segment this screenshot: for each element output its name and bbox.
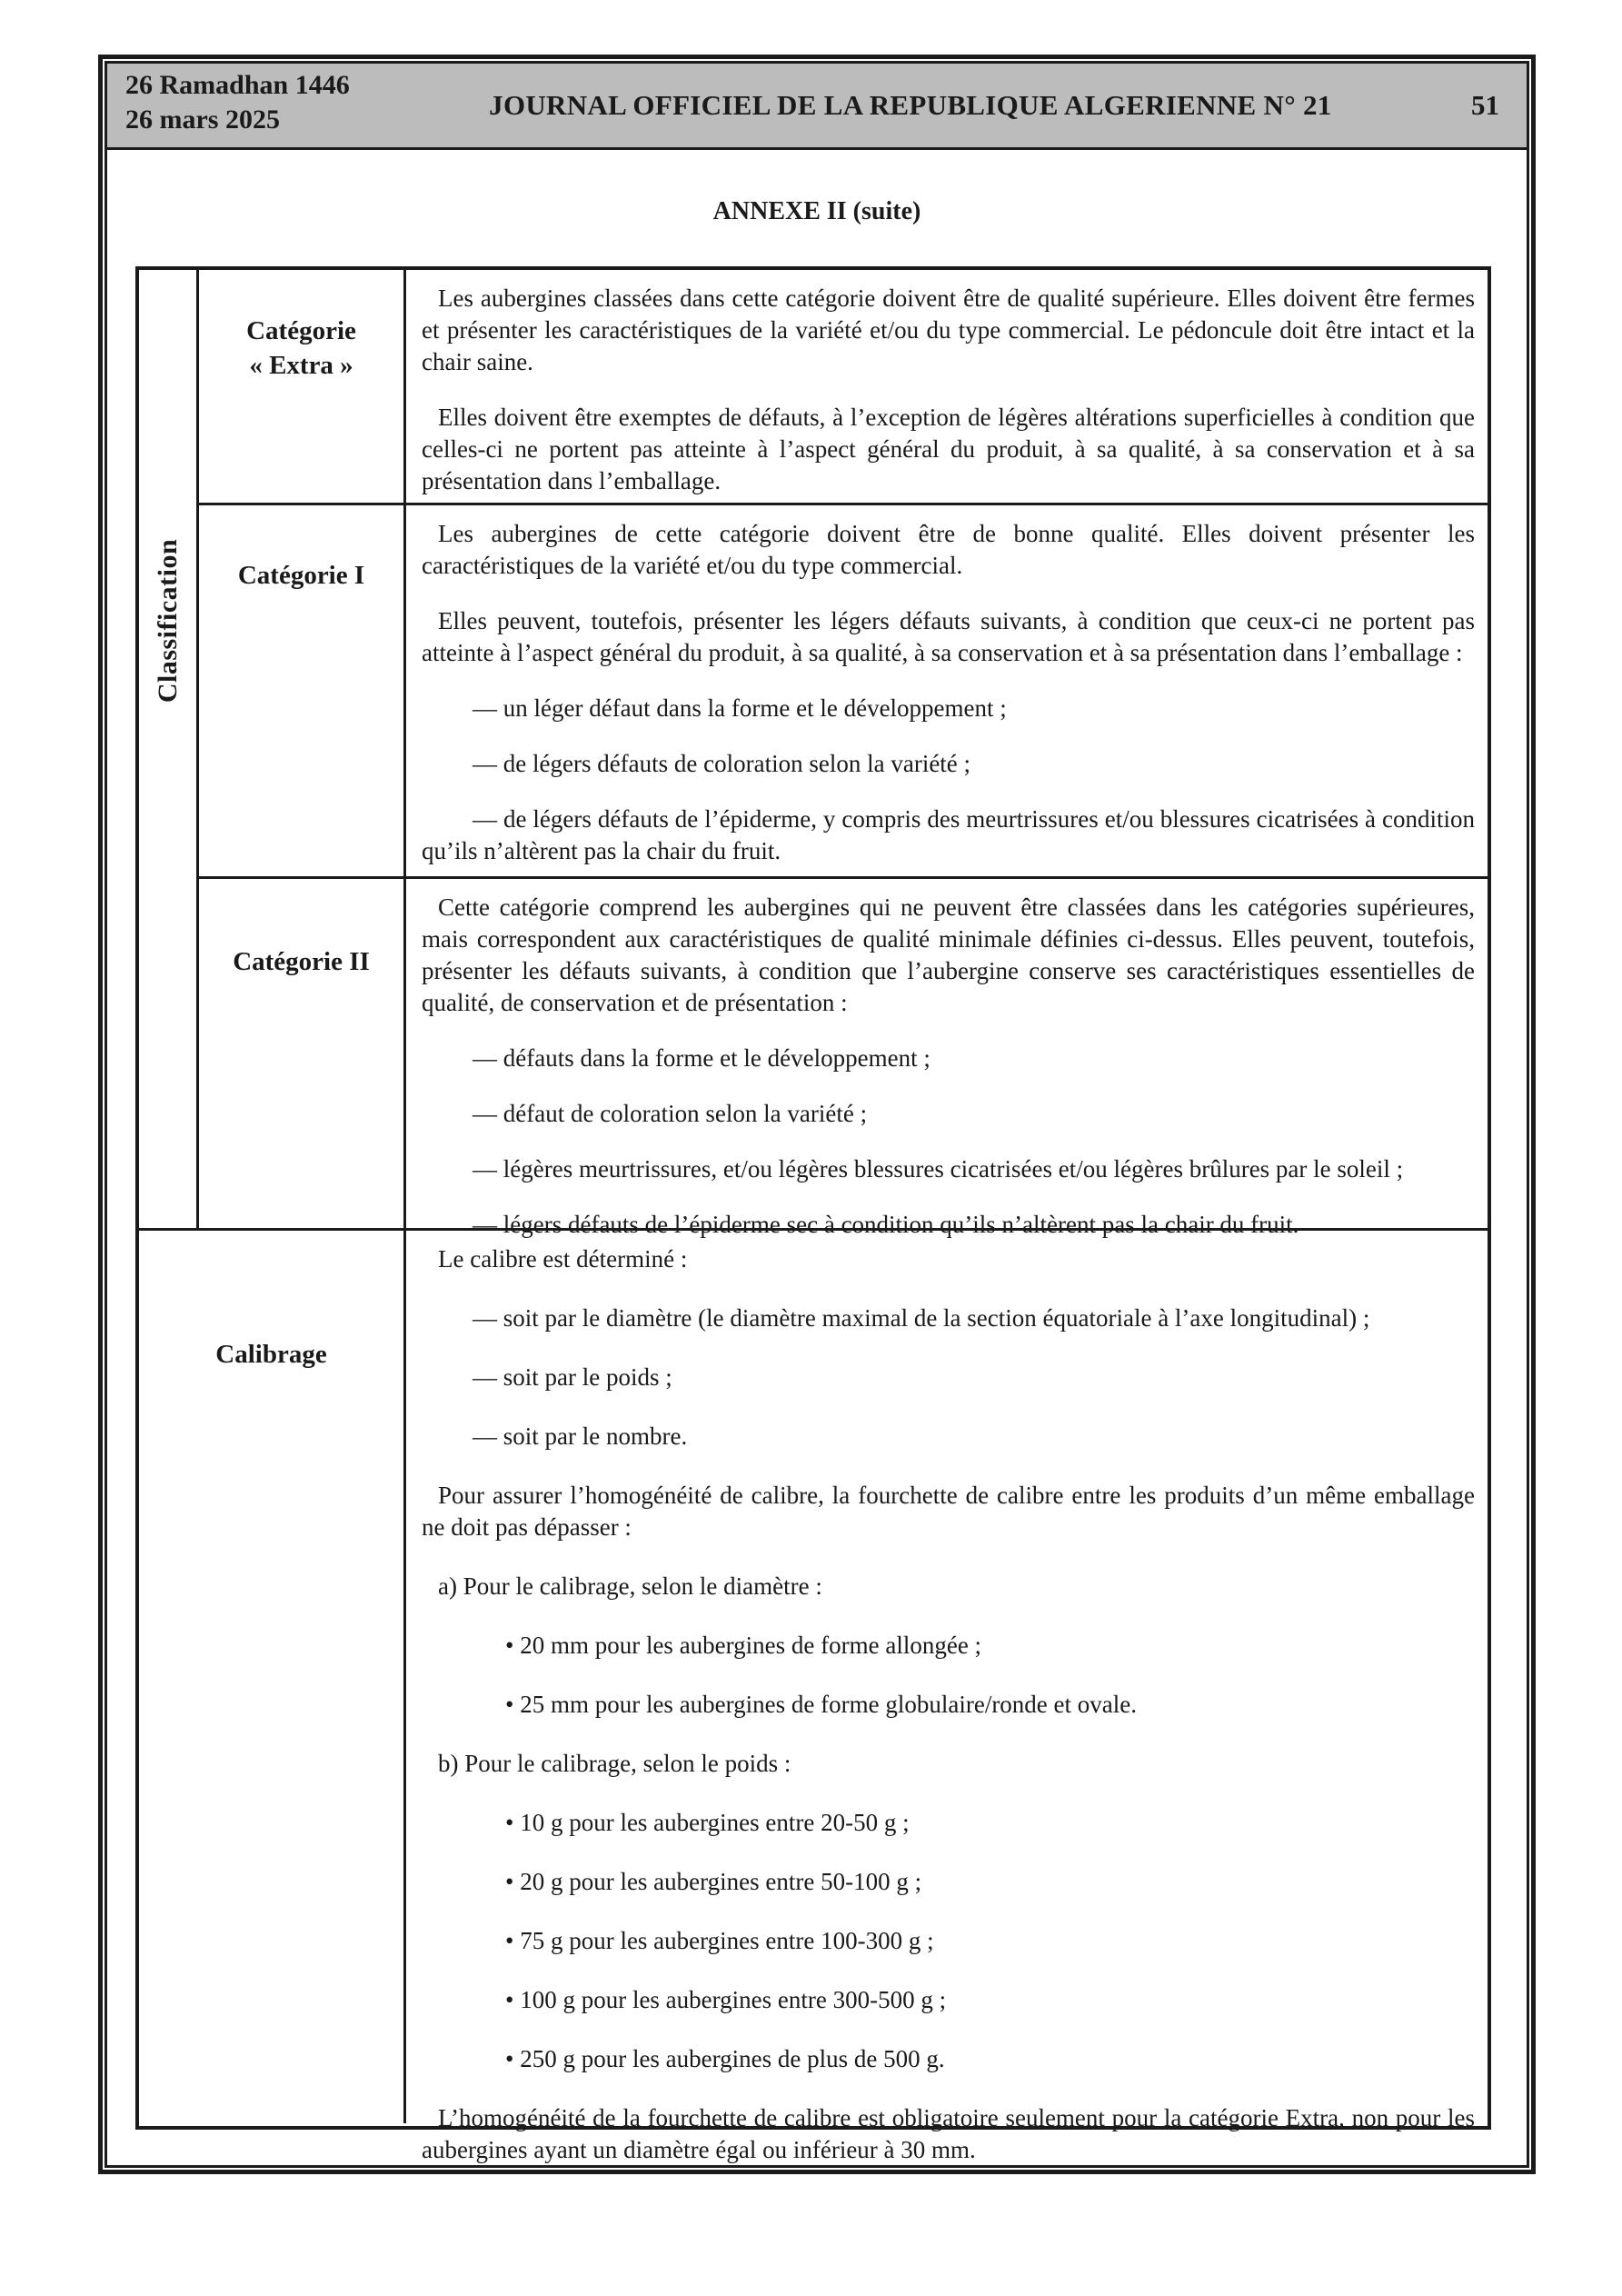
- paragraph: Cette catégorie comprend les aubergines qui ne peuvent être classées dans les catégories supérieures, mais correspondent aux caractéristiques de qualité minimale définies ci-dessus. Elles peuvent, toutefois, présenter les défauts suivants, à condition que l’aubergine conserve ses caractéristiques essentielles de qualité, de conservation et de présentation :: [422, 893, 1475, 1016]
- paragraph: Pour assurer l’homogénéité de calibre, la fourchette de calibre entre les produits d’un même emballage ne doit pas dépasser :: [422, 1482, 1475, 1541]
- calibrage-text-cell: [406, 1231, 1488, 2163]
- bullet-item: • 250 g pour les aubergines de plus de 500 g.: [505, 2045, 945, 2072]
- annexe-title: ANNEXE II (suite): [712, 197, 921, 225]
- table-row-calibrage: [139, 1228, 1488, 2163]
- table-row-categorie-2: [199, 879, 1488, 1238]
- paragraph: L’homogénéité de la fourchette de calibre est obligatoire seulement pour la catégorie Extra, non pour les aubergines ayant un diamètre égal ou inférieur à 30 mm.: [422, 2104, 1475, 2163]
- category-extra-cell: [199, 270, 406, 503]
- paragraph: Le calibre est déterminé :: [438, 1245, 688, 1273]
- classification-section: [139, 270, 1488, 1238]
- dash-item: — un léger défaut dans la forme et le développement ;: [473, 694, 1007, 722]
- header-band: [107, 64, 1527, 150]
- bullet-item: • 25 mm pour les aubergines de forme globulaire/ronde et ovale.: [505, 1691, 1137, 1718]
- dash-item: — soit par le diamètre (le diamètre maximal de la section équatoriale à l’axe longitudinal) ;: [473, 1304, 1370, 1332]
- dash-item: — légers défauts de l’épiderme sec à condition qu’ils n’altèrent pas la chair du fruit.: [473, 1211, 1299, 1238]
- page-outer-frame: [98, 55, 1536, 2174]
- page-inner-frame: [104, 61, 1529, 2168]
- table-row-extra: [199, 270, 1488, 505]
- calibrage-label: Calibrage: [215, 1340, 327, 1369]
- dash-item: — de légers défauts de l’épiderme, y compris des meurtrissures et/ou blessures cicatrisées à condition qu’ils n’altèrent pas la chair du fruit.: [422, 805, 1475, 864]
- bullet-item: • 75 g pour les aubergines entre 100-300 g ;: [505, 1927, 934, 1954]
- category-2-label: Catégorie II: [233, 947, 370, 976]
- category-1-label: Catégorie I: [237, 561, 365, 590]
- calibrage-cell: [139, 1231, 406, 2123]
- bullet-item: • 100 g pour les aubergines entre 300-500 g ;: [505, 1986, 947, 2013]
- paragraph: a) Pour le calibrage, selon le diamètre :: [438, 1572, 822, 1600]
- classification-table: [135, 266, 1491, 2163]
- bullet-item: • 20 mm pour les aubergines de forme allongée ;: [505, 1632, 982, 1659]
- gregorian-date: 26 mars 2025: [125, 105, 280, 135]
- category-2-text-cell: [406, 879, 1488, 1238]
- category-2-cell: [199, 879, 406, 1228]
- dash-item: — de légers défauts de coloration selon la variété ;: [473, 750, 971, 777]
- journal-title: JOURNAL OFFICIEL DE LA REPUBLIQUE ALGERIENNE N° 21: [489, 89, 1332, 121]
- classification-header-cell: [139, 270, 199, 1228]
- dash-item: — défauts dans la forme et le développement ;: [473, 1044, 930, 1072]
- paragraph: Elles doivent être exemptes de défauts, à l’exception de légères altérations superficielles à condition que celles-ci ne portent pas atteinte à l’aspect général du produit, à sa qualité, à sa conservation et à sa présentation dans l’emballage.: [422, 404, 1475, 494]
- header-dates: [107, 64, 350, 147]
- paragraph: Les aubergines classées dans cette catégorie doivent être de qualité supérieure. Elles doivent être fermes et présenter les caractéristiques de la variété et/ou du type commercial. Le pédoncule doit être intact et la chair saine.: [422, 285, 1475, 375]
- category-1-text-cell: [406, 505, 1488, 876]
- classification-label: Classification: [152, 538, 183, 704]
- dash-item: — légères meurtrissures, et/ou légères blessures cicatrisées et/ou légères brûlures par le soleil ;: [473, 1155, 1404, 1183]
- paragraph: Elles peuvent, toutefois, présenter les légers défauts suivants, à condition que ceux-ci ne portent pas atteinte à l’aspect général du produit, à sa qualité, à sa conservation et à sa présentation dans l’emballage :: [422, 607, 1475, 666]
- hijri-date: 26 Ramadhan 1446: [125, 70, 350, 100]
- paragraph: b) Pour le calibrage, selon le poids :: [438, 1750, 791, 1777]
- category-extra-label-line1: Catégorie: [246, 316, 356, 345]
- classification-rows: [199, 270, 1488, 1238]
- dash-item: — soit par le nombre.: [473, 1423, 688, 1450]
- dash-item: — soit par le poids ;: [473, 1363, 672, 1391]
- bullet-item: • 20 g pour les aubergines entre 50-100 g ;: [505, 1868, 922, 1895]
- page-number: 51: [1471, 89, 1499, 121]
- category-1-cell: [199, 505, 406, 876]
- dash-item: — défaut de coloration selon la variété ;: [473, 1100, 868, 1127]
- table-row-categorie-1: [199, 505, 1488, 879]
- paragraph: Les aubergines de cette catégorie doivent être de bonne qualité. Elles doivent présenter les caractéristiques de la variété et/ou du type commercial.: [422, 520, 1475, 579]
- category-extra-label-line2: « Extra »: [249, 351, 353, 380]
- bullet-item: • 10 g pour les aubergines entre 20-50 g ;: [505, 1809, 910, 1836]
- category-extra-text-cell: [406, 270, 1488, 503]
